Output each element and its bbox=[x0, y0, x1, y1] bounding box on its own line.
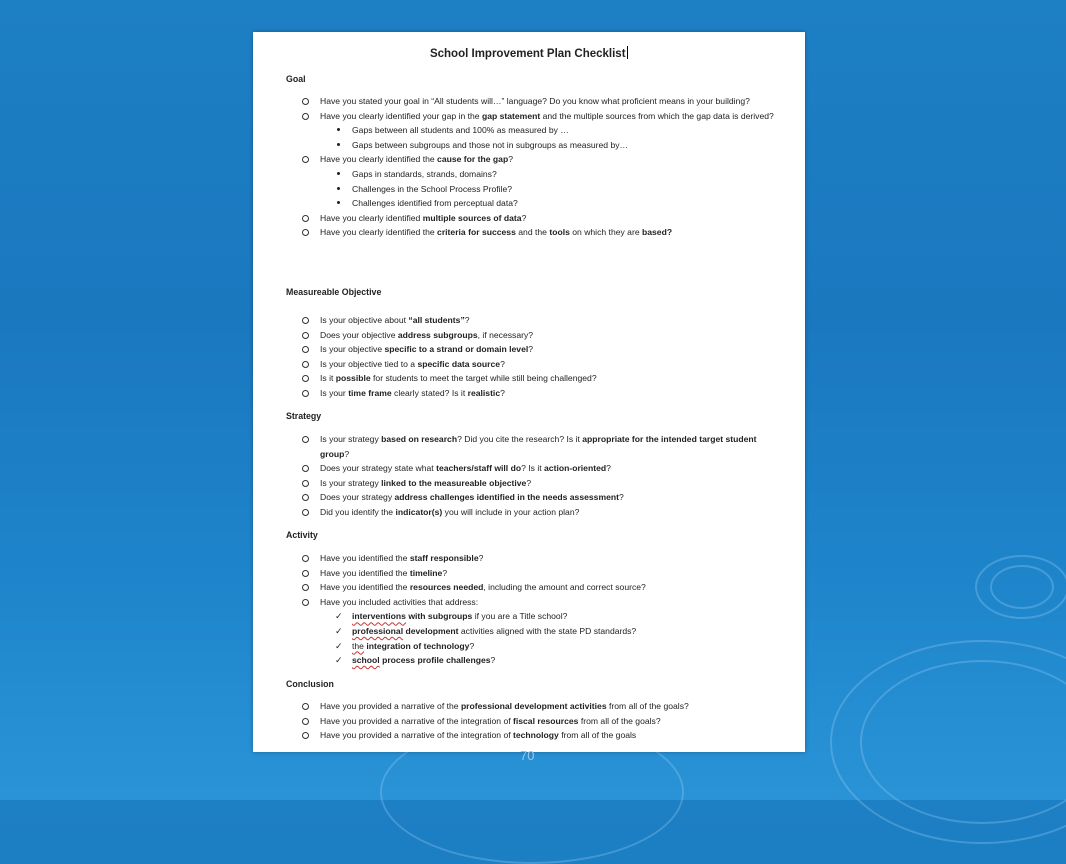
item-text: action-oriented bbox=[544, 463, 607, 474]
item-text: indicator(s) bbox=[395, 506, 443, 517]
checklist-item bbox=[302, 653, 775, 668]
item-text: clearly stated? Is it bbox=[391, 387, 468, 398]
checklist-item bbox=[302, 624, 775, 639]
circle-bullet-icon bbox=[302, 509, 309, 516]
checklist-item bbox=[302, 313, 775, 328]
checklist-item bbox=[302, 728, 775, 743]
checklist-item bbox=[302, 342, 775, 357]
bullet-icon bbox=[337, 143, 340, 146]
item-text: possible bbox=[335, 373, 371, 384]
item-text: ? Is it bbox=[521, 463, 545, 474]
ripple-decoration bbox=[975, 555, 1066, 619]
strategy-items bbox=[302, 432, 775, 520]
circle-bullet-icon bbox=[302, 375, 309, 382]
item-text: staff responsible bbox=[409, 553, 479, 563]
item-text: linked to the measureable objective bbox=[381, 477, 527, 488]
item-text: Have you identified the bbox=[320, 582, 410, 593]
section-heading-measureable-objective: Measureable Objective bbox=[286, 287, 382, 297]
bullet-icon bbox=[337, 187, 340, 190]
item-text: cause for the gap bbox=[437, 154, 509, 165]
item-text: Challenges in the School Process Profile? bbox=[352, 183, 513, 194]
checklist-item bbox=[302, 357, 775, 372]
item-text: technology bbox=[513, 730, 559, 741]
checklist-item bbox=[302, 699, 775, 714]
item-text: multiple sources of data bbox=[422, 212, 522, 223]
goal-items bbox=[302, 94, 775, 240]
item-text: you will include in your action plan? bbox=[442, 506, 580, 517]
item-text: Does your objective bbox=[320, 329, 398, 340]
conclusion-items bbox=[302, 699, 775, 743]
item-text: ? bbox=[478, 553, 484, 563]
circle-bullet-icon bbox=[302, 98, 309, 105]
check-icon: ✓ bbox=[335, 625, 343, 636]
item-text: Have you provided a narrative of the bbox=[320, 701, 461, 711]
circle-bullet-icon bbox=[302, 703, 309, 710]
bullet-icon bbox=[337, 172, 340, 175]
objective-items bbox=[302, 313, 775, 401]
checklist-item bbox=[302, 505, 775, 520]
item-text: Did you identify the bbox=[320, 506, 396, 517]
item-text: realistic bbox=[467, 387, 501, 398]
item-text: integration of technology bbox=[363, 640, 470, 651]
checklist-item bbox=[302, 196, 775, 211]
item-text: address challenges identified in the needs assessment bbox=[394, 492, 619, 503]
item-text: on which they are bbox=[569, 227, 642, 238]
slide-page-number: 70 bbox=[520, 748, 535, 763]
text-cursor bbox=[627, 46, 629, 59]
checklist-item bbox=[302, 211, 775, 226]
checklist-item bbox=[302, 138, 775, 153]
item-text: for students to meet the target while still being challenged? bbox=[370, 373, 597, 384]
checklist-item bbox=[302, 609, 775, 624]
item-text: Have you stated your goal in “All students will…” language? Do you know what proficient means in your building? bbox=[320, 96, 750, 106]
item-text: Have you clearly identified the bbox=[320, 154, 438, 165]
item-text: Does your strategy bbox=[320, 492, 395, 503]
item-text: Gaps between subgroups and those not in subgroups as measured by… bbox=[352, 139, 629, 150]
item-text: resources needed bbox=[409, 582, 484, 593]
item-text: address subgroups bbox=[397, 329, 478, 340]
item-text: and the multiple sources from which the gap data is derived? bbox=[540, 110, 774, 121]
circle-bullet-icon bbox=[302, 229, 309, 236]
check-icon: ✓ bbox=[335, 640, 343, 651]
item-text: with subgroups bbox=[405, 611, 473, 622]
circle-bullet-icon bbox=[302, 570, 309, 577]
item-text: Have you provided a narrative of the integration of bbox=[320, 730, 513, 741]
checklist-item bbox=[302, 167, 775, 182]
item-text: specific data source bbox=[417, 358, 501, 369]
item-text: based on research bbox=[381, 434, 458, 444]
item-text: specific to a strand or domain level bbox=[384, 344, 529, 355]
item-text: teachers/staff will do bbox=[436, 463, 522, 474]
checklist-item bbox=[302, 386, 775, 401]
item-text: , if necessary? bbox=[477, 329, 534, 340]
item-text: from all of the goals bbox=[558, 730, 637, 741]
circle-bullet-icon bbox=[302, 718, 309, 725]
section-heading-conclusion: Conclusion bbox=[286, 679, 334, 689]
item-text: ? bbox=[528, 344, 534, 355]
item-text: based? bbox=[642, 227, 673, 238]
bullet-icon bbox=[337, 128, 340, 131]
checklist-item bbox=[302, 109, 775, 124]
circle-bullet-icon bbox=[302, 215, 309, 222]
item-text: Is your strategy bbox=[320, 477, 382, 488]
check-icon: ✓ bbox=[335, 655, 343, 666]
document-title bbox=[253, 46, 805, 62]
item-text: ? Did you cite the research? Is it bbox=[457, 434, 583, 444]
circle-bullet-icon bbox=[302, 555, 309, 562]
item-text: Gaps between all students and 100% as measured by … bbox=[352, 125, 569, 136]
item-text: fiscal resources bbox=[513, 715, 579, 726]
circle-bullet-icon bbox=[302, 599, 309, 606]
activity-items bbox=[302, 551, 775, 668]
item-text: the bbox=[352, 640, 364, 651]
checklist-item bbox=[302, 94, 775, 109]
item-text: Have you provided a narrative of the integration of bbox=[320, 715, 513, 726]
item-text: “all students” bbox=[408, 315, 465, 325]
checklist-item bbox=[302, 639, 775, 654]
item-text: activities aligned with the state PD standards? bbox=[458, 625, 637, 636]
item-text: Is your bbox=[320, 387, 349, 398]
circle-bullet-icon bbox=[302, 156, 309, 163]
checklist-item bbox=[302, 225, 775, 240]
circle-bullet-icon bbox=[302, 361, 309, 368]
item-text: ? bbox=[619, 492, 624, 503]
item-text: ? bbox=[521, 212, 527, 223]
circle-bullet-icon bbox=[302, 732, 309, 739]
item-text: ? bbox=[500, 387, 505, 398]
item-text: Challenges identified from perceptual data? bbox=[352, 198, 518, 209]
item-text: ? bbox=[508, 154, 513, 165]
checklist-item bbox=[302, 371, 775, 386]
circle-bullet-icon bbox=[302, 465, 309, 472]
item-text: development bbox=[403, 625, 459, 636]
checklist-item bbox=[302, 328, 775, 343]
checklist-item bbox=[302, 595, 775, 610]
item-text: Have you clearly identified bbox=[320, 212, 423, 223]
item-text: appropriate for the intended target student group bbox=[320, 434, 757, 459]
section-heading-activity: Activity bbox=[286, 530, 318, 540]
item-text: process profile challenges bbox=[379, 655, 491, 666]
item-text: professional development activities bbox=[460, 701, 607, 711]
item-text: if you are a Title school? bbox=[472, 611, 568, 622]
circle-bullet-icon bbox=[302, 584, 309, 591]
item-text: ? bbox=[469, 640, 475, 651]
item-text: Is your strategy bbox=[320, 434, 382, 444]
item-text: from all of the goals? bbox=[606, 701, 689, 711]
section-heading-strategy: Strategy bbox=[286, 411, 322, 421]
item-text: Is your objective about bbox=[320, 315, 409, 325]
item-text: Is your objective tied to a bbox=[320, 358, 418, 369]
checklist-item bbox=[302, 551, 775, 566]
item-text: ? bbox=[344, 448, 350, 459]
item-text: professional bbox=[352, 625, 404, 636]
item-text: school bbox=[352, 655, 380, 666]
checklist-item bbox=[302, 490, 775, 505]
checklist-item bbox=[302, 432, 775, 461]
circle-bullet-icon bbox=[302, 113, 309, 120]
bullet-icon bbox=[337, 201, 340, 204]
checklist-item bbox=[302, 714, 775, 729]
item-text: ? bbox=[606, 463, 611, 474]
item-text: Have you clearly identified the bbox=[320, 227, 438, 238]
item-text: interventions bbox=[352, 611, 406, 622]
checklist-item bbox=[302, 152, 775, 167]
item-text: criteria for success bbox=[437, 227, 516, 238]
item-text: ? bbox=[490, 655, 496, 666]
checklist-document bbox=[253, 32, 805, 752]
item-text: timeline bbox=[409, 567, 443, 578]
item-text: tools bbox=[549, 227, 570, 238]
document-title-text: School Improvement Plan Checklist bbox=[429, 48, 626, 60]
item-text: Have you included activities that address: bbox=[320, 596, 479, 607]
item-text: and the bbox=[515, 227, 550, 238]
section-heading-goal: Goal bbox=[286, 74, 306, 84]
item-text: Have you identified the bbox=[320, 567, 410, 578]
checklist-item bbox=[302, 461, 775, 476]
item-text: ? bbox=[526, 477, 532, 488]
checklist-item bbox=[302, 580, 775, 595]
circle-bullet-icon bbox=[302, 494, 309, 501]
checklist-item bbox=[302, 123, 775, 138]
item-text: ? bbox=[464, 315, 470, 325]
circle-bullet-icon bbox=[302, 480, 309, 487]
item-text: Have you identified the bbox=[320, 553, 410, 563]
circle-bullet-icon bbox=[302, 332, 309, 339]
item-text: gap statement bbox=[481, 110, 541, 121]
checklist-item bbox=[302, 476, 775, 491]
circle-bullet-icon bbox=[302, 390, 309, 397]
item-text: , including the amount and correct source? bbox=[483, 582, 646, 593]
item-text: Is it bbox=[320, 373, 336, 384]
circle-bullet-icon bbox=[302, 346, 309, 353]
circle-bullet-icon bbox=[302, 317, 309, 324]
checklist-item bbox=[302, 566, 775, 581]
item-text: ? bbox=[500, 358, 505, 369]
item-text: Is your objective bbox=[320, 344, 385, 355]
item-text: time frame bbox=[348, 387, 392, 398]
item-text: Does your strategy state what bbox=[320, 463, 437, 474]
item-text: Have you clearly identified your gap in the bbox=[320, 110, 482, 121]
checklist-item bbox=[302, 182, 775, 197]
check-icon: ✓ bbox=[335, 611, 343, 622]
item-text: Gaps in standards, strands, domains? bbox=[352, 168, 497, 179]
circle-bullet-icon bbox=[302, 436, 309, 443]
item-text: ? bbox=[442, 567, 448, 578]
item-text: from all of the goals? bbox=[578, 715, 661, 726]
